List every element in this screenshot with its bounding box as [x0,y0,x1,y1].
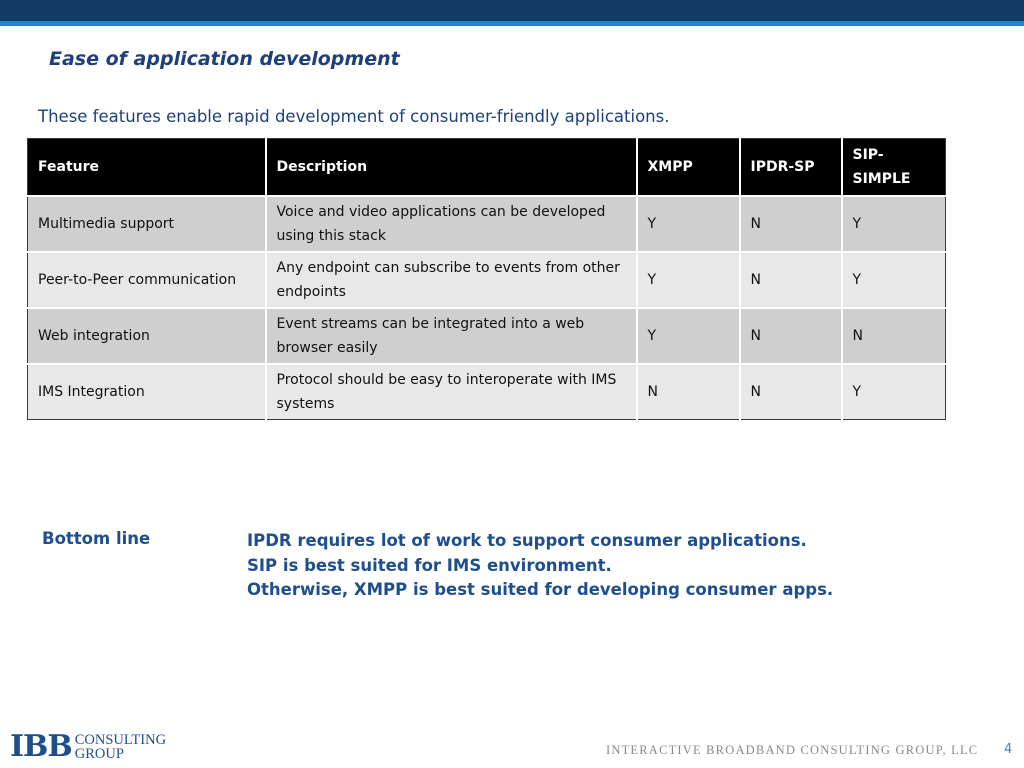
cell-xmpp: N [637,364,740,420]
cell-sip-simple: Y [842,196,946,252]
table-row [28,364,946,420]
table-row [28,252,946,308]
cell-sip-simple: Y [842,364,946,420]
header-description: Description [266,139,637,197]
table-row [28,308,946,364]
bottom-line-label: Bottom line [42,529,151,548]
header-sip-simple: SIP-SIMPLE [842,139,946,197]
header-xmpp: XMPP [637,139,740,197]
logo-mark: IBB [10,729,72,764]
cell-feature: IMS Integration [28,364,266,420]
footer-company-name: INTERACTIVE BROADBAND CONSULTING GROUP, LLC [606,743,979,757]
header-ipdr-sp: IPDR-SP [740,139,842,197]
cell-feature: Web integration [28,308,266,364]
table-row [28,196,946,252]
cell-ipdr-sp: N [740,308,842,364]
conclusion-line: IPDR requires lot of work to support consumer applications. [247,531,807,550]
page-number: 4 [1004,742,1013,757]
cell-xmpp: Y [637,196,740,252]
slide-subtitle: These features enable rapid development of consumer-friendly applications. [38,107,670,126]
cell-description: Event streams can be integrated into a web browser easily [266,308,637,364]
header-feature: Feature [28,139,266,197]
bottom-line-conclusions [247,529,833,603]
cell-xmpp: Y [637,308,740,364]
cell-ipdr-sp: N [740,196,842,252]
feature-comparison-table [27,138,946,420]
top-banner-accent [0,21,1024,26]
cell-description: Any endpoint can subscribe to events from other endpoints [266,252,637,308]
cell-sip-simple: N [842,308,946,364]
cell-xmpp: Y [637,252,740,308]
conclusion-line: Otherwise, XMPP is best suited for developing consumer apps. [247,580,834,599]
cell-ipdr-sp: N [740,252,842,308]
slide-title: Ease of application development [49,48,400,70]
cell-description: Voice and video applications can be developed using this stack [266,196,637,252]
cell-feature: Multimedia support [28,196,266,252]
cell-ipdr-sp: N [740,364,842,420]
logo-wordmark [75,733,166,761]
cell-description: Protocol should be easy to interoperate with IMS systems [266,364,637,420]
logo-line-group: GROUP [74,746,124,762]
logo-line-consulting: CONSULTING [74,732,167,748]
cell-feature: Peer-to-Peer communication [28,252,266,308]
top-banner [0,0,1024,21]
table-header-row [28,139,946,197]
conclusion-line: SIP is best suited for IMS environment. [247,555,612,575]
company-logo [10,730,166,764]
cell-sip-simple: Y [842,252,946,308]
